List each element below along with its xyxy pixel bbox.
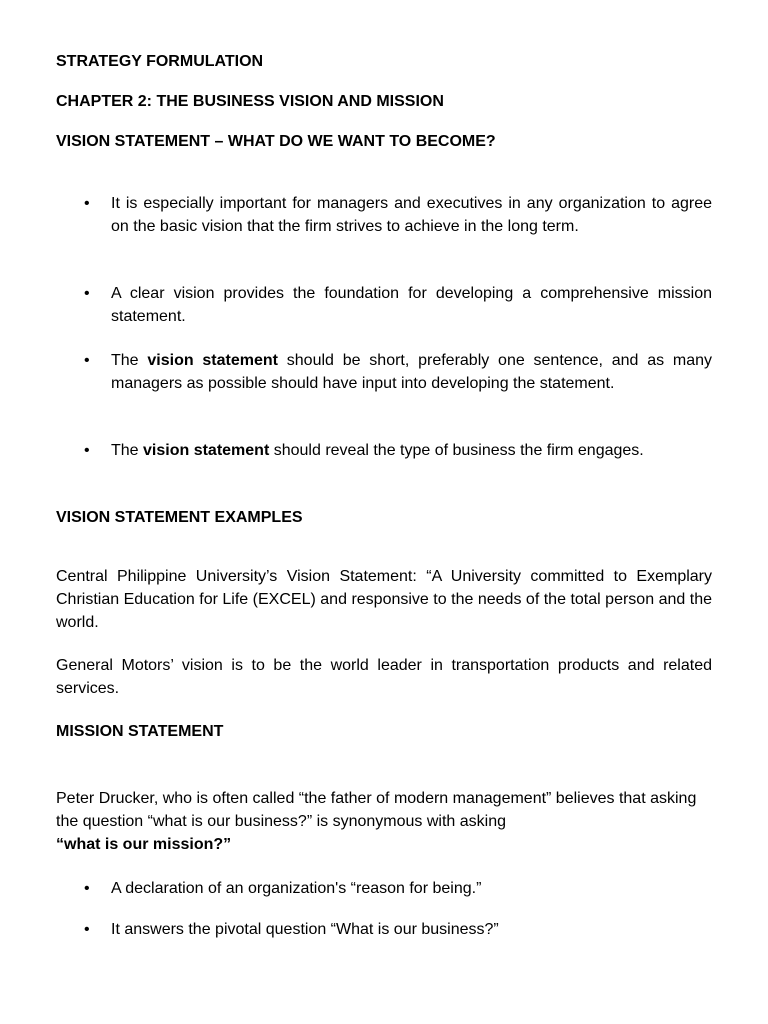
bullet-text: It answers the pivotal question “What is our business?” <box>111 921 499 938</box>
heading-strategy-formulation: STRATEGY FORMULATION <box>56 53 264 70</box>
bullet-icon: • <box>84 195 90 212</box>
bullet-icon: • <box>84 921 90 938</box>
mission-intro-text: Peter Drucker, who is often called “the father of modern management” believes that asking the question “what is our business?” is synonymous with asking <box>56 790 697 830</box>
mission-intro-paragraph <box>56 787 712 856</box>
bullet-text-rest: should reveal the type of business the firm engages. <box>269 442 644 459</box>
bullet-icon: • <box>84 285 90 302</box>
bullet-text: A clear vision provides the foundation for developing a comprehensive mission statement. <box>111 285 712 325</box>
example-cpu-paragraph: Central Philippine University’s Vision Statement: “A University committed to Exemplary Christian Education for Life (EXCEL) and responsive to the needs of the total person and the world. <box>56 568 712 631</box>
vision-bullet-4 <box>84 439 712 462</box>
mission-bullet-1 <box>84 877 712 900</box>
mission-intro-emphasis: “what is our mission?” <box>56 836 232 853</box>
bullet-icon: • <box>84 352 90 369</box>
bullet-text <box>111 349 712 395</box>
vision-bullet-1 <box>84 192 712 238</box>
mission-bullet-2 <box>84 918 712 941</box>
bullet-text <box>111 439 712 462</box>
bullet-icon: • <box>84 442 90 459</box>
vision-bullet-3 <box>84 349 712 395</box>
bullet-text-rest: should be short, preferably one sentence, and as many managers as possible should have input into developing the statement. <box>111 352 713 392</box>
bullet-text: A declaration of an organization's “reason for being.” <box>111 880 482 897</box>
bullet-emphasis: vision statement <box>143 442 270 459</box>
heading-chapter: CHAPTER 2: THE BUSINESS VISION AND MISSION <box>56 93 444 110</box>
bullet-text-lead: The <box>111 352 148 369</box>
example-gm-paragraph: General Motors’ vision is to be the world leader in transportation products and related services. <box>56 657 712 697</box>
bullet-icon: • <box>84 880 90 897</box>
bullet-emphasis: vision statement <box>147 352 278 369</box>
heading-vision-examples: VISION STATEMENT EXAMPLES <box>56 509 303 526</box>
heading-vision-statement: VISION STATEMENT – WHAT DO WE WANT TO BECOME? <box>56 133 496 150</box>
bullet-text: It is especially important for managers and executives in any organization to agree on the basic vision that the firm strives to achieve in the long term. <box>111 195 712 235</box>
vision-bullet-2 <box>84 282 712 328</box>
heading-mission-statement: MISSION STATEMENT <box>56 723 224 740</box>
bullet-text-lead: The <box>111 442 144 459</box>
